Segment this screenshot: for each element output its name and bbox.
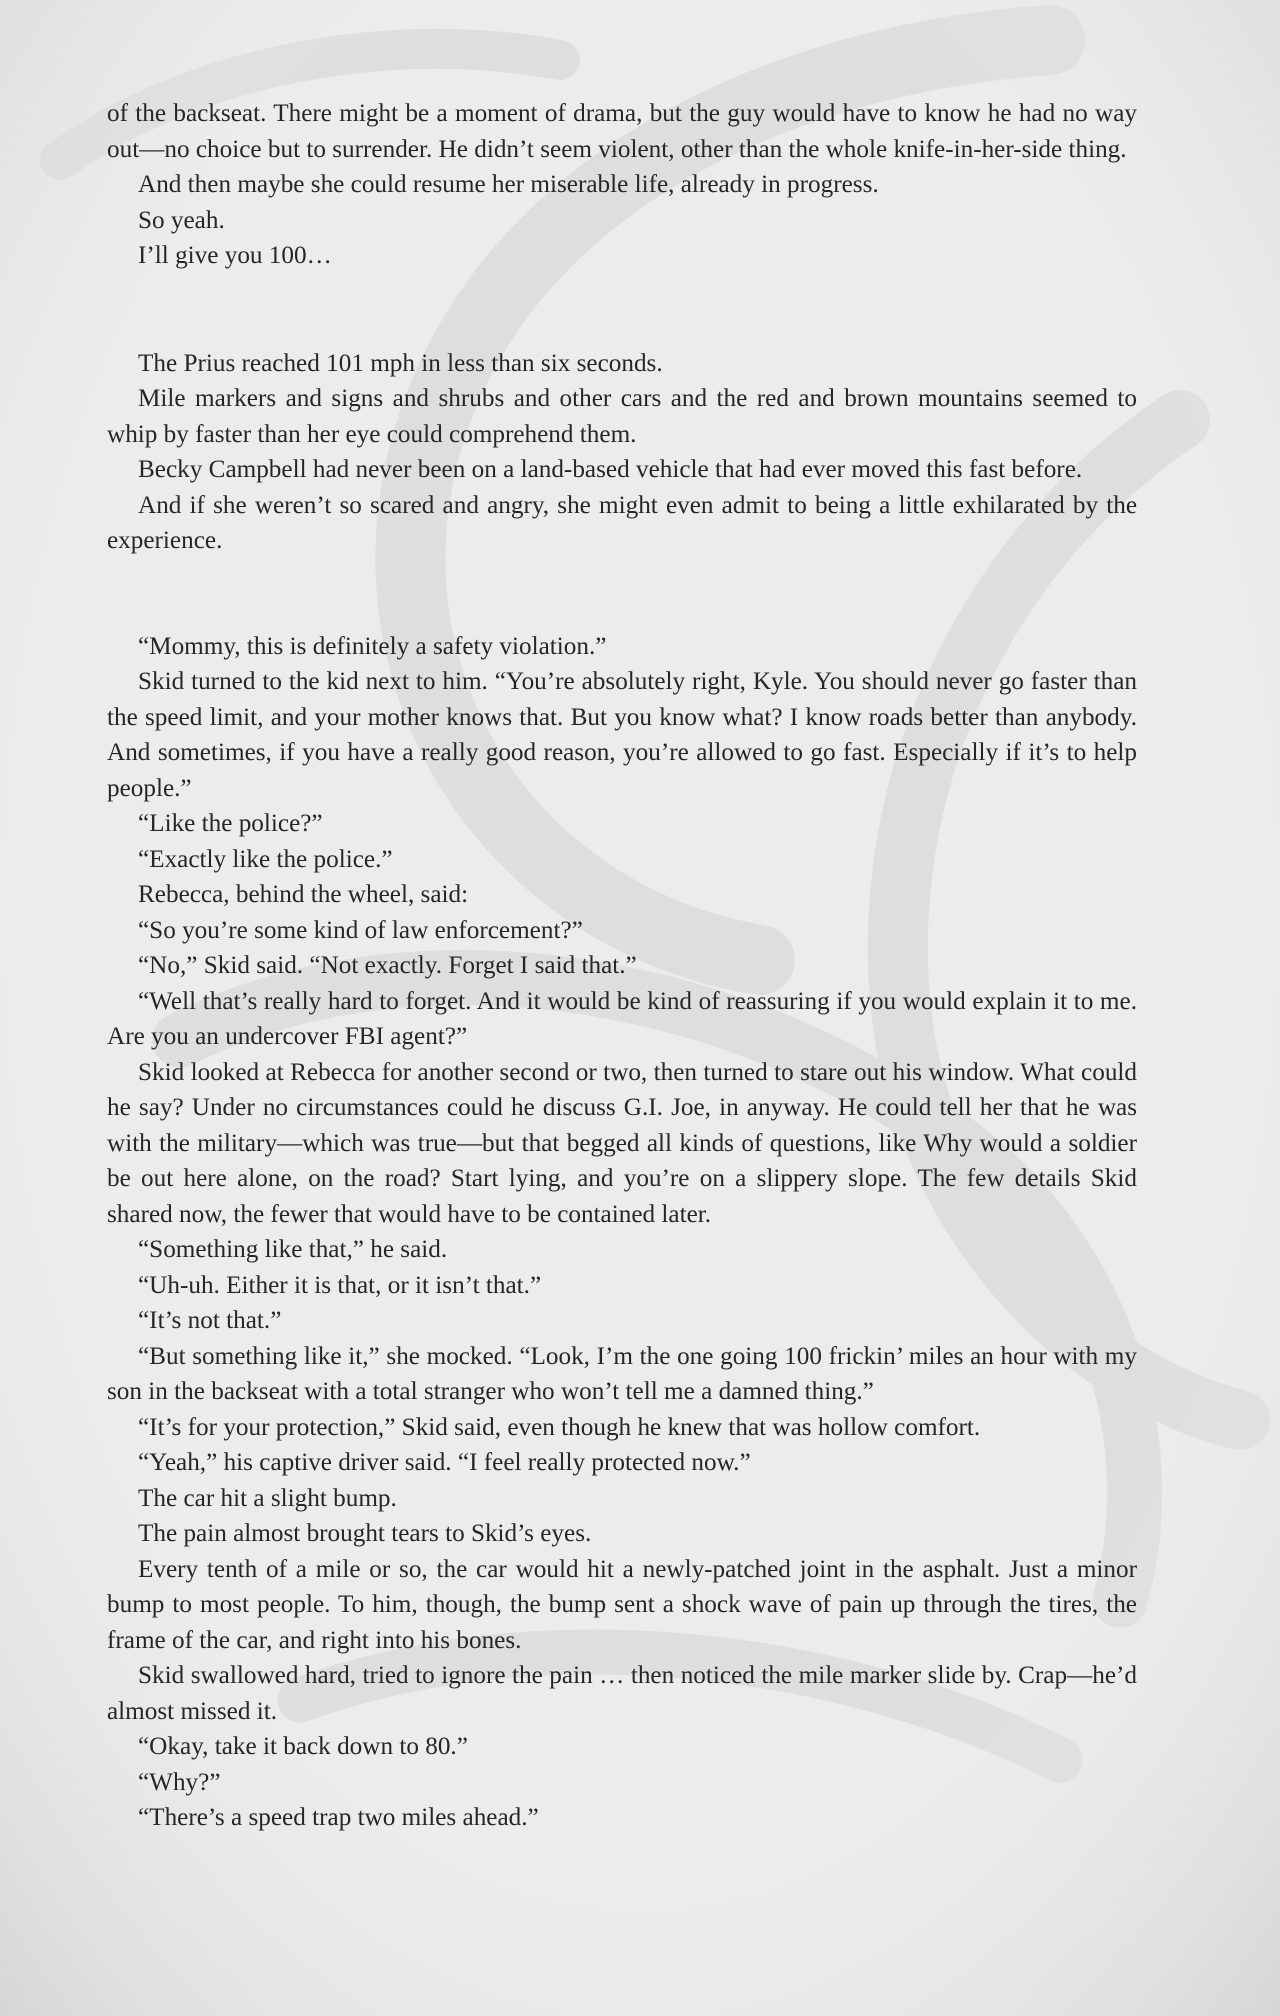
paragraph: The Prius reached 101 mph in less than six seconds. — [138, 349, 663, 377]
paragraph: Skid swallowed hard, tried to ignore the pain … then noticed the mile marker slide by. Crap—he’d almost missed it. — [107, 1662, 1137, 1725]
paragraph: Skid turned to the kid next to him. “You’re absolutely right, Kyle. You should never go faster than the speed limit, and your mother knows that. But you know what? I know roads better than anybody. And sometimes, if you have a really good reason, you’re allowed to go fast. Especially if it’s to help people.” — [107, 668, 1137, 802]
paragraph: “No,” Skid said. “Not exactly. Forget I said that.” — [138, 952, 637, 979]
paragraph: “Something like that,” he said. — [138, 1236, 448, 1263]
section-break — [107, 559, 1137, 629]
paragraph: “There’s a speed trap two miles ahead.” — [138, 1804, 539, 1831]
paragraph: “Mommy, this is definitely a safety violation.” — [138, 632, 607, 660]
paragraph: Skid looked at Rebecca for another second or two, then turned to stare out his window. What could he say? Under no circumstances could he discuss G.I. Joe, in anyway. He could tell her that he was with the military—which was true—but that begged all kinds of questions, like Why would a soldier be out here alone, on the road? Start lying, and you’re on a slippery slope. The few details Skid shared now, the fewer that would have to be contained later. — [107, 1058, 1137, 1228]
section-1 — [107, 96, 1137, 274]
paragraph: “Why?” — [138, 1768, 221, 1796]
paragraph: So yeah. — [138, 206, 225, 234]
paragraph: Rebecca, behind the wheel, said: — [138, 881, 469, 908]
section-break — [107, 274, 1137, 346]
paragraph: The pain almost brought tears to Skid’s eyes. — [138, 1520, 592, 1547]
paragraph: Becky Campbell had never been on a land-based vehicle that had ever moved this fast before. — [138, 456, 1083, 483]
paragraph: “Exactly like the police.” — [138, 845, 393, 873]
paragraph: And then maybe she could resume her miserable life, already in progress. — [138, 171, 879, 198]
paragraph: “Okay, take it back down to 80.” — [138, 1733, 468, 1760]
section-2 — [107, 346, 1137, 559]
paragraph: “It’s not that.” — [138, 1307, 282, 1334]
paragraph: of the backseat. There might be a moment of drama, but the guy would have to know he had no way out—no choice but to surrender. He didn’t seem violent, other than the whole knife-in-her-side thing. — [107, 100, 1137, 163]
paragraph: And if she weren’t so scared and angry, she might even admit to being a little exhilarated by the experience. — [107, 491, 1137, 554]
paragraph: “So you’re some kind of law enforcement?” — [138, 916, 583, 944]
section-3 — [107, 629, 1137, 1836]
paragraph: I’ll give you 100… — [138, 242, 332, 269]
paragraph: “Like the police?” — [138, 810, 323, 837]
paragraph: “Uh-uh. Either it is that, or it isn’t that.” — [138, 1271, 542, 1299]
page-body — [107, 96, 1137, 1836]
paragraph: “But something like it,” she mocked. “Look, I’m the one going 100 frickin’ miles an hour with my son in the backseat with a total stranger who won’t tell me a damned thing.” — [107, 1342, 1137, 1405]
paragraph: Mile markers and signs and shrubs and other cars and the red and brown mountains seemed to whip by faster than her eye could comprehend them. — [107, 385, 1137, 448]
paragraph: “It’s for your protection,” Skid said, even though he knew that was hollow comfort. — [138, 1413, 981, 1441]
paragraph: Every tenth of a mile or so, the car would hit a newly-patched joint in the asphalt. Just a minor bump to most people. To him, though, the bump sent a shock wave of pain up through the tires, the frame of the car, and right into his bones. — [107, 1555, 1137, 1654]
paragraph: “Yeah,” his captive driver said. “I feel really protected now.” — [138, 1449, 751, 1476]
paragraph: The car hit a slight bump. — [138, 1484, 397, 1512]
paragraph: “Well that’s really hard to forget. And it would be kind of reassuring if you would explain it to me. Are you an undercover FBI agent?” — [107, 987, 1137, 1050]
